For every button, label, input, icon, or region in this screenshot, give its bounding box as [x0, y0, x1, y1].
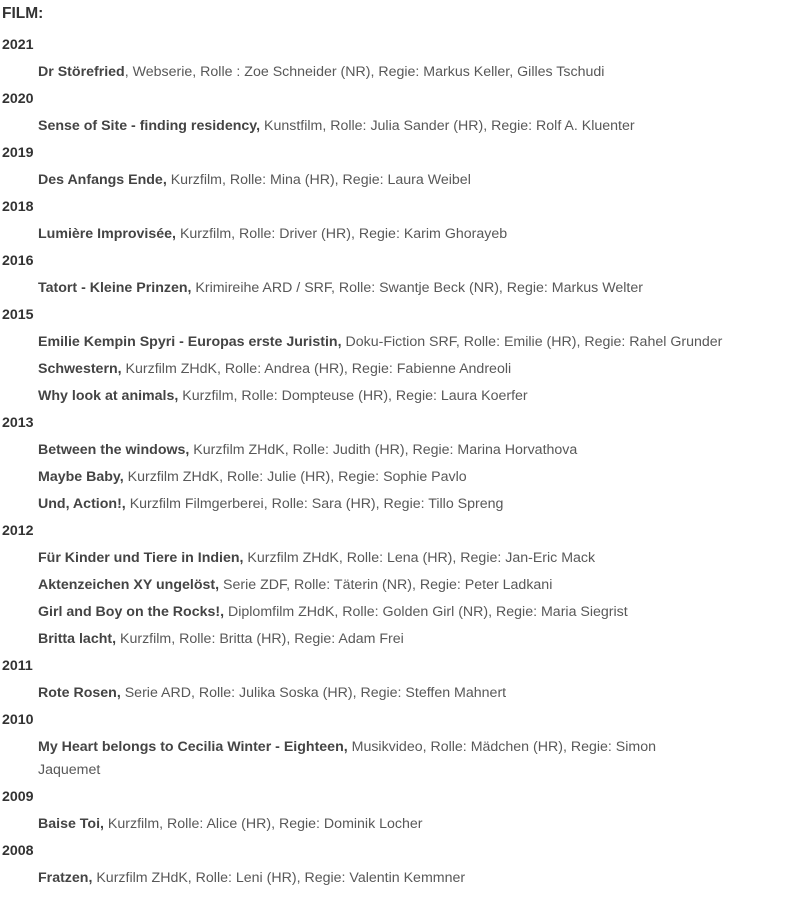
- film-details: Kurzfilm ZHdK, Rolle: Judith (HR), Regie: Marina Horvathova: [189, 442, 578, 458]
- film-entry: [38, 466, 738, 489]
- film-title: Girl and Boy on the Rocks!,: [38, 604, 225, 620]
- year-heading: 2019: [2, 145, 34, 161]
- film-title: Britta lacht,: [38, 631, 117, 647]
- film-entry: [38, 169, 738, 192]
- year-heading: 2010: [2, 712, 34, 728]
- film-entry: [38, 115, 738, 138]
- film-title: Für Kinder und Tiere in Indien,: [38, 550, 244, 566]
- film-details: Kurzfilm ZHdK, Rolle: Lena (HR), Regie: Jan-Eric Mack: [243, 550, 596, 566]
- film-title: Tatort - Kleine Prinzen,: [38, 280, 192, 296]
- year-heading: 2016: [2, 253, 34, 269]
- film-details: Krimireihe ARD / SRF, Rolle: Swantje Beck (NR), Regie: Markus Welter: [191, 280, 643, 296]
- year-heading: 2015: [2, 307, 34, 323]
- film-details: Kurzfilm ZHdK, Rolle: Leni (HR), Regie: Valentin Kemmner: [92, 870, 466, 886]
- film-title: Und, Action!,: [38, 496, 126, 512]
- film-details: Kurzfilm, Rolle: Dompteuse (HR), Regie: Laura Koerfer: [178, 388, 528, 404]
- film-title: Sense of Site - finding residency,: [38, 118, 264, 134]
- film-entry: [38, 547, 738, 570]
- film-entry: [38, 867, 738, 890]
- film-details: Kurzfilm ZHdK, Rolle: Andrea (HR), Regie: Fabienne Andreoli: [121, 361, 512, 377]
- year-heading: 2008: [2, 843, 34, 859]
- film-entry: [38, 493, 738, 516]
- year-heading: 2021: [2, 37, 34, 53]
- year-heading: 2011: [2, 658, 33, 674]
- film-title: My Heart belongs to Cecilia Winter - Eighteen,: [38, 739, 348, 755]
- film-entry: [38, 682, 738, 705]
- film-title: Fratzen,: [38, 870, 93, 886]
- film-entry: [38, 628, 738, 651]
- film-details: Kurzfilm, Rolle: Britta (HR), Regie: Adam Frei: [116, 631, 404, 647]
- film-title: Maybe Baby,: [38, 469, 124, 485]
- film-title: Dr Störefried: [38, 64, 125, 80]
- film-details: Kurzfilm ZHdK, Rolle: Julie (HR), Regie: Sophie Pavlo: [123, 469, 467, 485]
- film-title: Aktenzeichen XY ungelöst,: [38, 577, 220, 593]
- film-entry: [38, 358, 738, 381]
- film-details: Doku-Fiction SRF, Rolle: Emilie (HR), Regie: Rahel Grunder: [341, 334, 723, 350]
- film-entry: [38, 601, 738, 624]
- film-details: Kurzfilm, Rolle: Alice (HR), Regie: Dominik Locher: [103, 816, 423, 832]
- film-title: Schwestern,: [38, 361, 122, 377]
- film-entry: [38, 574, 738, 597]
- film-details: Serie ZDF, Rolle: Täterin (NR), Regie: Peter Ladkani: [219, 577, 553, 593]
- film-title: Lumière Improvisée,: [38, 226, 176, 242]
- film-entry: [38, 277, 738, 300]
- film-entry: [38, 813, 738, 836]
- film-entry: [38, 736, 688, 782]
- film-details: Musikvideo, Rolle: Mädchen (HR), Regie: Simon Jaquemet: [38, 739, 656, 778]
- film-details: Kurzfilm, Rolle: Mina (HR), Regie: Laura Weibel: [166, 172, 471, 188]
- film-entry: [38, 331, 738, 354]
- year-heading: 2020: [2, 91, 34, 107]
- film-details: Kurzfilm Filmgerberei, Rolle: Sara (HR), Regie: Tillo Spreng: [125, 496, 504, 512]
- section-heading: FILM:: [2, 5, 44, 22]
- film-details: Diplomfilm ZHdK, Rolle: Golden Girl (NR), Regie: Maria Siegrist: [224, 604, 628, 620]
- film-details: , Webserie, Rolle : Zoe Schneider (NR), Regie: Markus Keller, Gilles Tschudi: [124, 64, 605, 80]
- film-title: Between the windows,: [38, 442, 190, 458]
- film-title: Rote Rosen,: [38, 685, 121, 701]
- year-heading: 2009: [2, 789, 34, 805]
- film-title: Emilie Kempin Spyri - Europas erste Juristin,: [38, 334, 342, 350]
- film-details: Serie ARD, Rolle: Julika Soska (HR), Regie: Steffen Mahnert: [120, 685, 507, 701]
- year-heading: 2013: [2, 415, 34, 431]
- film-details: Kurzfilm, Rolle: Driver (HR), Regie: Karim Ghorayeb: [176, 226, 508, 242]
- film-entry: [38, 385, 738, 408]
- film-entry: [38, 439, 738, 462]
- film-details: Kunstfilm, Rolle: Julia Sander (HR), Regie: Rolf A. Kluenter: [264, 118, 635, 134]
- film-title: Baise Toi,: [38, 816, 104, 832]
- film-title: Des Anfangs Ende,: [38, 172, 167, 188]
- year-heading: 2012: [2, 523, 34, 539]
- film-title: Why look at animals,: [38, 388, 179, 404]
- year-heading: 2018: [2, 199, 34, 215]
- film-entry: [38, 223, 738, 246]
- film-entry: [38, 61, 738, 84]
